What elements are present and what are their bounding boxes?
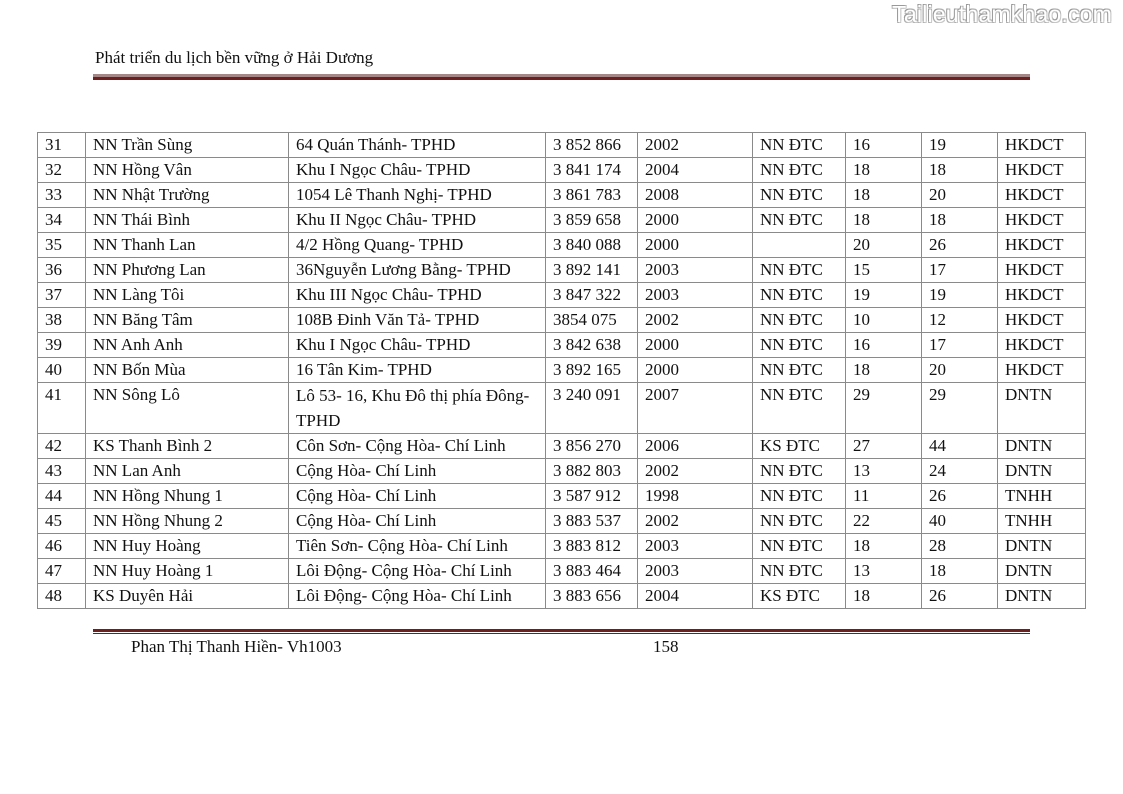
page-header-title: Phát triển du lịch bền vững ở Hải Dương (95, 48, 374, 67)
cell-stt: 35 (38, 233, 86, 258)
cell-ownership: DNTN (998, 434, 1086, 459)
cell-address: Khu I Ngọc Châu- TPHD (289, 333, 546, 358)
table-row (38, 208, 1086, 233)
cell-year: 2004 (638, 584, 753, 609)
header-rule-dark (93, 77, 1030, 80)
cell-stt: 43 (38, 459, 86, 484)
cell-beds: 44 (922, 434, 998, 459)
cell-stt: 41 (38, 383, 86, 434)
cell-beds: 19 (922, 133, 998, 158)
cell-rooms: 13 (846, 459, 922, 484)
cell-name: NN Lan Anh (86, 459, 289, 484)
cell-rank: KS ĐTC (753, 434, 846, 459)
cell-beds: 18 (922, 208, 998, 233)
table-row (38, 233, 1086, 258)
cell-rooms: 16 (846, 333, 922, 358)
cell-phone: 3 587 912 (546, 484, 638, 509)
cell-phone: 3 883 464 (546, 559, 638, 584)
cell-stt: 32 (38, 158, 86, 183)
cell-phone: 3 852 866 (546, 133, 638, 158)
cell-name: NN Hồng Vân (86, 158, 289, 183)
cell-year: 2002 (638, 133, 753, 158)
cell-phone: 3 883 537 (546, 509, 638, 534)
watermark: Tailieuthamkhao.com (892, 1, 1112, 27)
cell-ownership: DNTN (998, 459, 1086, 484)
cell-stt: 34 (38, 208, 86, 233)
cell-rank: NN ĐTC (753, 509, 846, 534)
cell-name: NN Hồng Nhung 1 (86, 484, 289, 509)
hotel-table (37, 132, 1086, 609)
cell-beds: 20 (922, 358, 998, 383)
cell-name: NN Trần Sùng (86, 133, 289, 158)
cell-rooms: 18 (846, 183, 922, 208)
cell-year: 2003 (638, 283, 753, 308)
cell-phone: 3 841 174 (546, 158, 638, 183)
cell-rooms: 19 (846, 283, 922, 308)
cell-beds: 17 (922, 333, 998, 358)
cell-ownership: HKDCT (998, 308, 1086, 333)
cell-phone: 3 840 088 (546, 233, 638, 258)
table-row (38, 383, 1086, 434)
cell-beds: 18 (922, 559, 998, 584)
cell-address: Khu III Ngọc Châu- TPHD (289, 283, 546, 308)
cell-beds: 40 (922, 509, 998, 534)
cell-phone: 3 859 658 (546, 208, 638, 233)
cell-name: KS Thanh Bình 2 (86, 434, 289, 459)
cell-ownership: HKDCT (998, 258, 1086, 283)
cell-phone: 3 856 270 (546, 434, 638, 459)
cell-address: 4/2 Hồng Quang- TPHD (289, 233, 546, 258)
table-row (38, 333, 1086, 358)
cell-name: NN Huy Hoàng (86, 534, 289, 559)
cell-rooms: 22 (846, 509, 922, 534)
cell-ownership: TNHH (998, 484, 1086, 509)
cell-phone: 3 861 783 (546, 183, 638, 208)
cell-phone: 3 847 322 (546, 283, 638, 308)
cell-name: KS Duyên Hải (86, 584, 289, 609)
cell-rank: NN ĐTC (753, 308, 846, 333)
cell-rooms: 11 (846, 484, 922, 509)
cell-rooms: 18 (846, 358, 922, 383)
cell-beds: 19 (922, 283, 998, 308)
cell-rooms: 10 (846, 308, 922, 333)
cell-name: NN Thanh Lan (86, 233, 289, 258)
cell-rooms: 18 (846, 584, 922, 609)
cell-name: NN Hồng Nhung 2 (86, 509, 289, 534)
cell-name: NN Bốn Mùa (86, 358, 289, 383)
cell-address: Lôi Động- Cộng Hòa- Chí Linh (289, 559, 546, 584)
cell-stt: 42 (38, 434, 86, 459)
cell-rank: NN ĐTC (753, 383, 846, 434)
table-row (38, 484, 1086, 509)
cell-rank: NN ĐTC (753, 158, 846, 183)
cell-stt: 38 (38, 308, 86, 333)
page-number: 158 (653, 637, 679, 656)
cell-ownership: DNTN (998, 534, 1086, 559)
cell-address: Cộng Hòa- Chí Linh (289, 509, 546, 534)
cell-name: NN Phương Lan (86, 258, 289, 283)
cell-rank: NN ĐTC (753, 333, 846, 358)
cell-address: Côn Sơn- Cộng Hòa- Chí Linh (289, 434, 546, 459)
table-row (38, 584, 1086, 609)
table-row (38, 459, 1086, 484)
cell-ownership: HKDCT (998, 358, 1086, 383)
cell-year: 2003 (638, 534, 753, 559)
cell-year: 1998 (638, 484, 753, 509)
cell-rooms: 15 (846, 258, 922, 283)
cell-ownership: HKDCT (998, 208, 1086, 233)
cell-phone: 3 883 812 (546, 534, 638, 559)
cell-year: 2004 (638, 158, 753, 183)
cell-ownership: DNTN (998, 559, 1086, 584)
cell-rank: NN ĐTC (753, 133, 846, 158)
cell-name: NN Sông Lô (86, 383, 289, 434)
cell-stt: 47 (38, 559, 86, 584)
cell-ownership: DNTN (998, 383, 1086, 434)
footer-author: Phan Thị Thanh Hiền- Vh1003 (131, 637, 342, 656)
cell-address: 108B Đinh Văn Tả- TPHD (289, 308, 546, 333)
cell-rooms: 18 (846, 534, 922, 559)
table-row (38, 308, 1086, 333)
cell-phone: 3 842 638 (546, 333, 638, 358)
cell-rank: KS ĐTC (753, 584, 846, 609)
cell-address: 36Nguyễn Lương Bằng- TPHD (289, 258, 546, 283)
cell-year: 2003 (638, 559, 753, 584)
table-row (38, 133, 1086, 158)
footer-rule-thick (93, 629, 1030, 632)
cell-beds: 20 (922, 183, 998, 208)
cell-address: 16 Tân Kim- TPHD (289, 358, 546, 383)
cell-ownership: HKDCT (998, 133, 1086, 158)
cell-beds: 26 (922, 233, 998, 258)
footer-rule-thin (93, 633, 1030, 634)
cell-beds: 26 (922, 584, 998, 609)
cell-beds: 18 (922, 158, 998, 183)
cell-stt: 37 (38, 283, 86, 308)
cell-stt: 36 (38, 258, 86, 283)
cell-beds: 12 (922, 308, 998, 333)
cell-phone: 3 882 803 (546, 459, 638, 484)
cell-rooms: 27 (846, 434, 922, 459)
table-row (38, 183, 1086, 208)
table-row (38, 258, 1086, 283)
cell-rooms: 13 (846, 559, 922, 584)
cell-rank: NN ĐTC (753, 183, 846, 208)
cell-rank: NN ĐTC (753, 484, 846, 509)
cell-name: NN Anh Anh (86, 333, 289, 358)
cell-year: 2000 (638, 358, 753, 383)
cell-rooms: 18 (846, 208, 922, 233)
cell-year: 2002 (638, 509, 753, 534)
cell-rank: NN ĐTC (753, 283, 846, 308)
cell-year: 2000 (638, 233, 753, 258)
cell-phone: 3 892 141 (546, 258, 638, 283)
cell-stt: 46 (38, 534, 86, 559)
cell-phone: 3 883 656 (546, 584, 638, 609)
cell-rank (753, 233, 846, 258)
cell-beds: 26 (922, 484, 998, 509)
cell-rooms: 18 (846, 158, 922, 183)
cell-beds: 29 (922, 383, 998, 434)
cell-ownership: HKDCT (998, 183, 1086, 208)
cell-rank: NN ĐTC (753, 358, 846, 383)
table-row (38, 358, 1086, 383)
cell-year: 2007 (638, 383, 753, 434)
cell-name: NN Huy Hoàng 1 (86, 559, 289, 584)
cell-stt: 40 (38, 358, 86, 383)
cell-rank: NN ĐTC (753, 534, 846, 559)
cell-rooms: 16 (846, 133, 922, 158)
cell-stt: 44 (38, 484, 86, 509)
cell-address: Cộng Hòa- Chí Linh (289, 484, 546, 509)
cell-rank: NN ĐTC (753, 258, 846, 283)
cell-stt: 48 (38, 584, 86, 609)
cell-stt: 31 (38, 133, 86, 158)
cell-year: 2000 (638, 333, 753, 358)
table-row (38, 158, 1086, 183)
cell-beds: 17 (922, 258, 998, 283)
cell-ownership: HKDCT (998, 283, 1086, 308)
table-row (38, 559, 1086, 584)
cell-ownership: HKDCT (998, 158, 1086, 183)
cell-address: 64 Quán Thánh- TPHD (289, 133, 546, 158)
cell-ownership: HKDCT (998, 333, 1086, 358)
table-row (38, 283, 1086, 308)
cell-rank: NN ĐTC (753, 208, 846, 233)
cell-name: NN Thái Bình (86, 208, 289, 233)
cell-stt: 45 (38, 509, 86, 534)
cell-rooms: 20 (846, 233, 922, 258)
table-row (38, 434, 1086, 459)
cell-address: Lôi Động- Cộng Hòa- Chí Linh (289, 584, 546, 609)
cell-stt: 39 (38, 333, 86, 358)
table-row (38, 534, 1086, 559)
cell-beds: 28 (922, 534, 998, 559)
cell-ownership: TNHH (998, 509, 1086, 534)
table-row (38, 509, 1086, 534)
cell-year: 2008 (638, 183, 753, 208)
cell-address: Lô 53- 16, Khu Đô thị phía Đông- TPHD (289, 383, 546, 434)
cell-name: NN Băng Tâm (86, 308, 289, 333)
cell-stt: 33 (38, 183, 86, 208)
cell-ownership: DNTN (998, 584, 1086, 609)
cell-phone: 3854 075 (546, 308, 638, 333)
cell-rooms: 29 (846, 383, 922, 434)
cell-year: 2003 (638, 258, 753, 283)
cell-phone: 3 892 165 (546, 358, 638, 383)
cell-beds: 24 (922, 459, 998, 484)
cell-ownership: HKDCT (998, 233, 1086, 258)
cell-rank: NN ĐTC (753, 459, 846, 484)
table-body (38, 133, 1086, 609)
cell-name: NN Nhật Trường (86, 183, 289, 208)
cell-phone: 3 240 091 (546, 383, 638, 434)
cell-year: 2002 (638, 308, 753, 333)
cell-year: 2006 (638, 434, 753, 459)
cell-year: 2002 (638, 459, 753, 484)
cell-address: Khu I Ngọc Châu- TPHD (289, 158, 546, 183)
cell-name: NN Làng Tôi (86, 283, 289, 308)
cell-address: Khu II Ngọc Châu- TPHD (289, 208, 546, 233)
cell-rank: NN ĐTC (753, 559, 846, 584)
cell-address: Tiên Sơn- Cộng Hòa- Chí Linh (289, 534, 546, 559)
cell-year: 2000 (638, 208, 753, 233)
cell-address: 1054 Lê Thanh Nghị- TPHD (289, 183, 546, 208)
cell-address: Cộng Hòa- Chí Linh (289, 459, 546, 484)
